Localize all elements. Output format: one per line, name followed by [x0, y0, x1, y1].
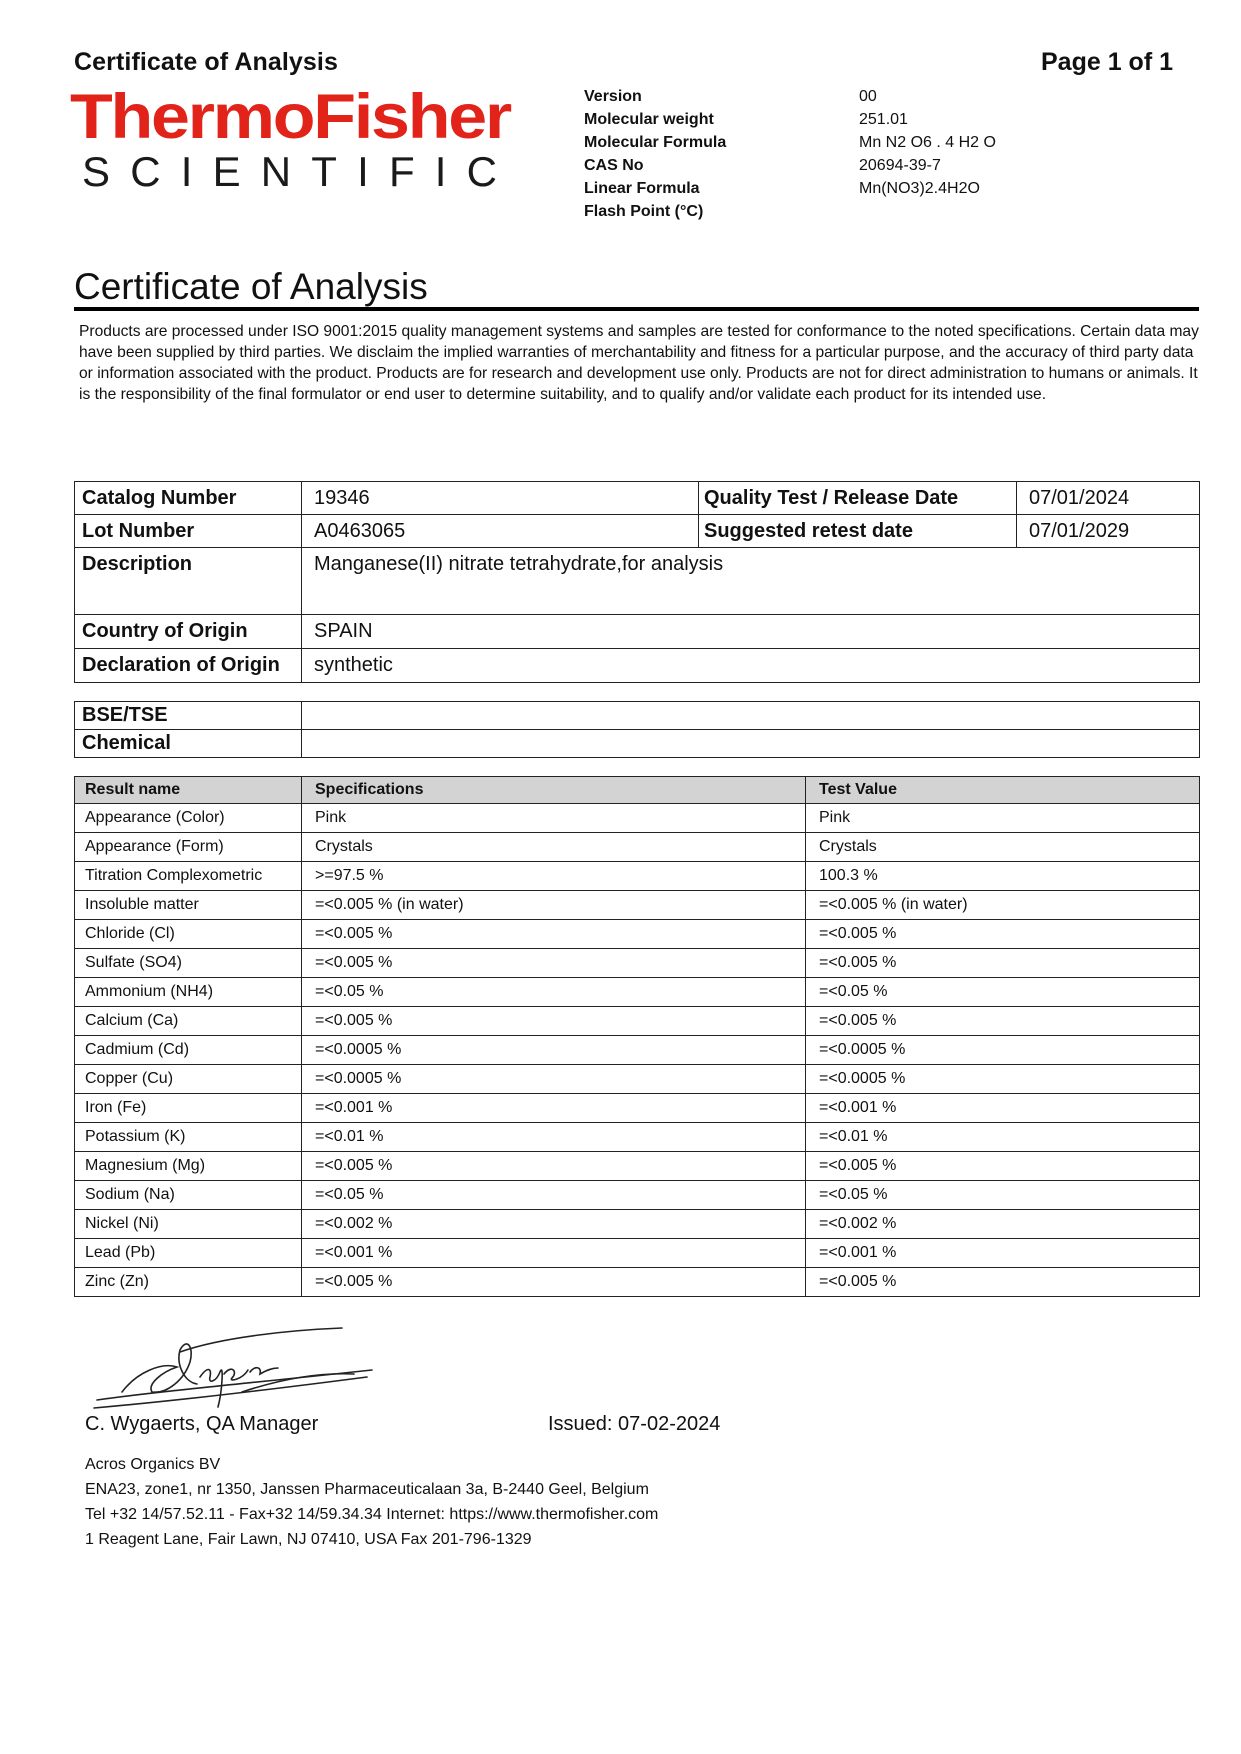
meta-value: 251.01	[859, 111, 908, 128]
table-row	[75, 1094, 1200, 1123]
specification-cell: =<0.001 %	[302, 1094, 806, 1123]
address-line: ENA23, zone1, nr 1350, Janssen Pharmaceuticalaan 3a, B-2440 Geel, Belgium	[85, 1481, 649, 1498]
column-header-test-value: Test Value	[806, 777, 1200, 804]
retest-date-label: Suggested retest date	[699, 515, 1017, 548]
table-row	[75, 949, 1200, 978]
lot-number-value: A0463065	[302, 515, 699, 548]
table-row	[75, 649, 1200, 683]
result-name-cell: Calcium (Ca)	[75, 1007, 302, 1036]
test-value-cell: Crystals	[806, 833, 1200, 862]
specification-cell: =<0.005 % (in water)	[302, 891, 806, 920]
title-rule	[74, 307, 1199, 311]
chemical-value	[302, 730, 1200, 758]
table-row	[75, 702, 1200, 730]
specification-cell: =<0.005 %	[302, 1152, 806, 1181]
lot-number-label: Lot Number	[75, 515, 302, 548]
result-name-cell: Lead (Pb)	[75, 1239, 302, 1268]
result-name-cell: Appearance (Color)	[75, 804, 302, 833]
address-line: Acros Organics BV	[85, 1456, 221, 1473]
catalog-number-value: 19346	[302, 482, 699, 515]
table-row	[75, 1123, 1200, 1152]
address-line: 1 Reagent Lane, Fair Lawn, NJ 07410, USA Fax 201-796-1329	[85, 1531, 532, 1548]
thermo-fisher-logo	[70, 86, 520, 196]
result-name-cell: Titration Complexometric	[75, 862, 302, 891]
test-value-cell: =<0.005 % (in water)	[806, 891, 1200, 920]
description-label: Description	[75, 548, 302, 615]
test-value-cell: =<0.001 %	[806, 1239, 1200, 1268]
specification-cell: =<0.01 %	[302, 1123, 806, 1152]
company-address	[85, 1452, 658, 1552]
result-name-cell: Magnesium (Mg)	[75, 1152, 302, 1181]
table-row	[75, 1007, 1200, 1036]
column-header-specifications: Specifications	[302, 777, 806, 804]
header-title: Certificate of Analysis	[74, 48, 338, 76]
meta-value: Mn(NO3)2.4H2O	[859, 180, 980, 197]
result-name-cell: Copper (Cu)	[75, 1065, 302, 1094]
table-row	[75, 482, 1200, 515]
specification-cell: =<0.002 %	[302, 1210, 806, 1239]
disclaimer-text: Products are processed under ISO 9001:2015 quality management systems and samples are tested for conformance to the noted specifications. Certain data may have been supplied by third parties. We disclaim the implied warranties of merchantability and fitness for a particular purpose, and the accuracy of third party data or information associated with the product. Products are for research and development use only. Products are not for direct administration to humans or animals. It is the responsibility of the final formulator or end user to determine suitability, and to qualify and/or validate each product for its intended use.	[79, 323, 1199, 403]
table-row	[75, 615, 1200, 649]
test-value-cell: =<0.0005 %	[806, 1065, 1200, 1094]
test-value-cell: =<0.005 %	[806, 1152, 1200, 1181]
meta-value: 00	[859, 88, 877, 105]
meta-value: 20694-39-7	[859, 157, 941, 174]
release-date-value: 07/01/2024	[1017, 482, 1200, 515]
test-value-cell: =<0.05 %	[806, 978, 1200, 1007]
meta-label: Linear Formula	[584, 180, 700, 197]
table-row	[75, 1065, 1200, 1094]
signer-name: C. Wygaerts, QA Manager	[85, 1413, 319, 1435]
table-row	[75, 1036, 1200, 1065]
declaration-of-origin-value: synthetic	[302, 649, 1200, 683]
test-value-cell: =<0.002 %	[806, 1210, 1200, 1239]
table-row	[75, 978, 1200, 1007]
specification-cell: =<0.005 %	[302, 920, 806, 949]
results-table	[74, 776, 1200, 1297]
test-value-cell: =<0.001 %	[806, 1094, 1200, 1123]
signature-image	[92, 1322, 382, 1417]
table-row	[75, 920, 1200, 949]
result-name-cell: Potassium (K)	[75, 1123, 302, 1152]
result-name-cell: Ammonium (NH4)	[75, 978, 302, 1007]
result-name-cell: Appearance (Form)	[75, 833, 302, 862]
test-value-cell: =<0.005 %	[806, 1007, 1200, 1036]
table-row	[75, 1239, 1200, 1268]
test-value-cell: =<0.005 %	[806, 949, 1200, 978]
specification-cell: =<0.005 %	[302, 1007, 806, 1036]
logo-subtitle: SCIENTIFIC	[82, 148, 497, 195]
test-value-cell: =<0.005 %	[806, 920, 1200, 949]
country-of-origin-label: Country of Origin	[75, 615, 302, 649]
retest-date-value: 07/01/2029	[1017, 515, 1200, 548]
specification-cell: =<0.05 %	[302, 1181, 806, 1210]
specification-cell: >=97.5 %	[302, 862, 806, 891]
meta-value: Mn N2 O6 . 4 H2 O	[859, 134, 996, 151]
results-header-row	[75, 777, 1200, 804]
meta-label: Molecular Formula	[584, 134, 727, 151]
specification-cell: Pink	[302, 804, 806, 833]
test-value-cell: 100.3 %	[806, 862, 1200, 891]
table-row	[75, 548, 1200, 615]
test-value-cell: =<0.0005 %	[806, 1036, 1200, 1065]
table-row	[75, 515, 1200, 548]
table-row	[75, 730, 1200, 758]
specification-cell: =<0.001 %	[302, 1239, 806, 1268]
table-row	[75, 1181, 1200, 1210]
result-name-cell: Insoluble matter	[75, 891, 302, 920]
result-name-cell: Sodium (Na)	[75, 1181, 302, 1210]
specification-cell: =<0.0005 %	[302, 1065, 806, 1094]
specification-cell: =<0.05 %	[302, 978, 806, 1007]
result-name-cell: Sulfate (SO4)	[75, 949, 302, 978]
test-value-cell: =<0.05 %	[806, 1181, 1200, 1210]
bse-tse-label: BSE/TSE	[75, 702, 302, 730]
table-row	[75, 862, 1200, 891]
test-value-cell: =<0.005 %	[806, 1268, 1200, 1297]
declaration-of-origin-label: Declaration of Origin	[75, 649, 302, 683]
column-header-result-name: Result name	[75, 777, 302, 804]
meta-label: Version	[584, 88, 642, 105]
test-value-cell: Pink	[806, 804, 1200, 833]
issued-date: Issued: 07-02-2024	[548, 1413, 721, 1435]
specification-cell: =<0.0005 %	[302, 1036, 806, 1065]
bse-tse-value	[302, 702, 1200, 730]
result-name-cell: Cadmium (Cd)	[75, 1036, 302, 1065]
specification-cell: Crystals	[302, 833, 806, 862]
specification-cell: =<0.005 %	[302, 949, 806, 978]
table-row	[75, 1210, 1200, 1239]
meta-label: Flash Point (°C)	[584, 203, 704, 220]
logo-wordmark: ThermoFisher	[70, 86, 512, 152]
table-row	[75, 1152, 1200, 1181]
result-name-cell: Zinc (Zn)	[75, 1268, 302, 1297]
table-row	[75, 804, 1200, 833]
release-date-label: Quality Test / Release Date	[699, 482, 1017, 515]
table-row	[75, 1268, 1200, 1297]
test-value-cell: =<0.01 %	[806, 1123, 1200, 1152]
result-name-cell: Chloride (Cl)	[75, 920, 302, 949]
country-of-origin-value: SPAIN	[302, 615, 1200, 649]
specification-cell: =<0.005 %	[302, 1268, 806, 1297]
page-title: Certificate of Analysis	[74, 266, 428, 307]
table-row	[75, 891, 1200, 920]
chemical-label: Chemical	[75, 730, 302, 758]
meta-label: CAS No	[584, 157, 644, 174]
page-indicator: Page 1 of 1	[1041, 48, 1173, 76]
result-name-cell: Nickel (Ni)	[75, 1210, 302, 1239]
meta-label: Molecular weight	[584, 111, 714, 128]
description-value: Manganese(II) nitrate tetrahydrate,for analysis	[302, 548, 1200, 615]
bse-tse-table	[74, 701, 1200, 758]
result-name-cell: Iron (Fe)	[75, 1094, 302, 1123]
product-info-table	[74, 481, 1200, 683]
address-line: Tel +32 14/57.52.11 - Fax+32 14/59.34.34 Internet: https://www.thermofisher.com	[85, 1506, 659, 1523]
catalog-number-label: Catalog Number	[75, 482, 302, 515]
table-row	[75, 833, 1200, 862]
